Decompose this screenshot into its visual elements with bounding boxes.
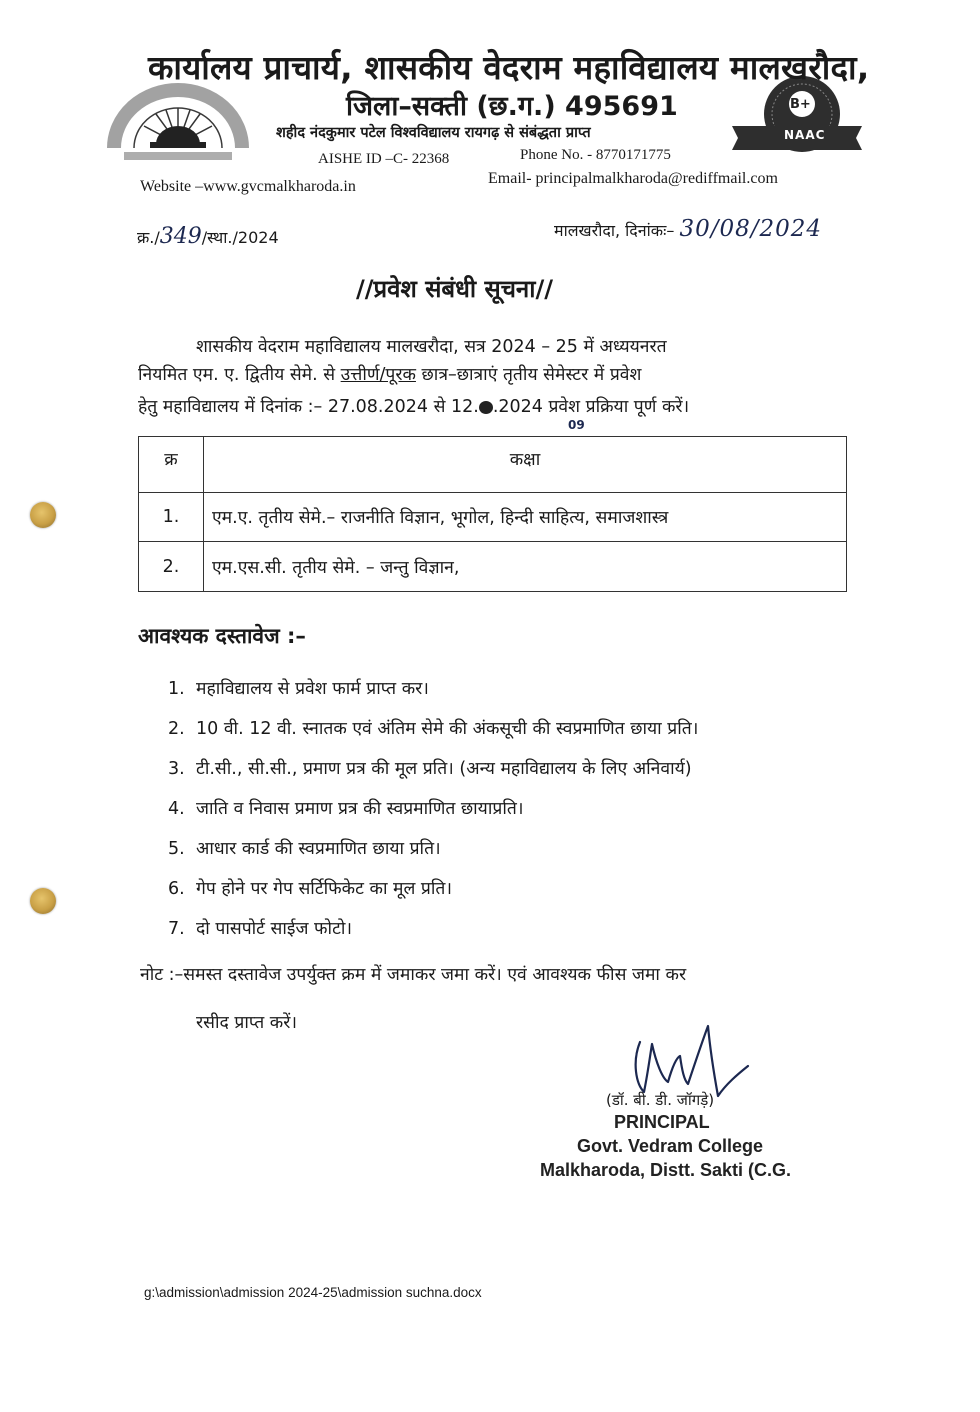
notice-line-3-end: .2024 प्रवेश प्रक्रिया पूर्ण करें। <box>492 397 690 417</box>
reference-prefix: क्र./ <box>137 228 160 247</box>
notice-line-2-start: नियमित एम. ए. द्वितीय सेमे. से <box>138 365 341 385</box>
naac-grade: B+ <box>790 97 811 112</box>
office-title: कार्यालय प्राचार्य, शासकीय वेदराम महाविद्यालय मालखरौदा, <box>148 48 870 87</box>
reference-suffix: /स्था./2024 <box>201 228 279 247</box>
place-date-label: मालखरौदा, दिनांकः– <box>554 221 675 240</box>
list-item <box>168 756 692 780</box>
table-header-serial: क्र <box>139 437 204 493</box>
list-item-number: 2. <box>168 719 185 739</box>
list-item-text: दो पासपोर्ट साईज फोटो। <box>196 919 353 939</box>
list-item-text: आधार कार्ड की स्वप्रमाणित छाया प्रति। <box>196 839 441 859</box>
notice-line-3 <box>138 394 689 418</box>
reference-number <box>137 224 279 249</box>
list-item-text: 10 वी. 12 वी. स्नातक एवं अंतिम सेमे की अंकसूची की स्वप्रमाणित छाया प्रति। <box>196 719 699 739</box>
list-item <box>168 796 523 820</box>
list-item-number: 4. <box>168 799 185 819</box>
list-item-number: 3. <box>168 759 185 779</box>
documents-heading: आवश्यक दस्तावेज :– <box>138 624 306 648</box>
list-item <box>168 676 429 700</box>
list-item-number: 6. <box>168 879 185 899</box>
handwritten-date: 30/08/2024 <box>679 216 823 242</box>
signatory-name: (डॉ. बी. डी. जॉगड़े) <box>606 1091 715 1109</box>
list-item <box>168 716 698 740</box>
table-cell-serial: 2. <box>139 542 204 592</box>
notice-line-1: शासकीय वेदराम महाविद्यालय मालखरौदा, सत्र 2024 – 25 में अध्ययनरत <box>196 337 667 357</box>
list-item-text: महाविद्यालय से प्रवेश फार्म प्राप्त कर। <box>196 679 429 699</box>
website-link[interactable]: Website –www.gvcmalkharoda.in <box>140 178 356 195</box>
table-header-class: कक्षा <box>204 437 847 493</box>
place-and-date <box>554 216 822 242</box>
notice-underlined-text: उत्तीर्ण/पूरक <box>340 365 416 385</box>
table-row <box>139 493 847 542</box>
table-cell-class: एम.एस.सी. तृतीय सेमे. – जन्तु विज्ञान, <box>204 542 847 592</box>
aishe-id: AISHE ID –C- 22368 <box>318 151 450 167</box>
naac-label: NAAC <box>784 128 826 142</box>
email-link[interactable]: Email- principalmalkharoda@rediffmail.com <box>488 170 778 187</box>
list-item-number: 7. <box>168 919 185 939</box>
list-item <box>168 916 352 940</box>
ink-blot-icon <box>479 401 493 414</box>
stamp-principal: PRINCIPAL <box>614 1112 710 1132</box>
punch-hole-icon <box>30 502 56 528</box>
table-cell-serial: 1. <box>139 493 204 542</box>
list-item <box>168 836 441 860</box>
table-row <box>139 542 847 592</box>
list-item <box>168 876 452 900</box>
class-table <box>138 436 847 592</box>
stamp-college: Govt. Vedram College <box>577 1136 764 1156</box>
punch-hole-icon <box>30 888 56 914</box>
notice-line-2-end: छात्र–छात्राएं तृतीय सेमेस्टर में प्रवेश <box>415 365 642 385</box>
list-item-text: टी.सी., सी.सी., प्रमाण प्रत्र की मूल प्रति। (अन्य महाविद्यालय के लिए अनिवार्य) <box>196 759 692 779</box>
list-item-text: गेप होने पर गेप सर्टिफिकेट का मूल प्रति। <box>196 879 453 899</box>
affiliation-line: शहीद नंदकुमार पटेल विश्वविद्यालय रायगढ़ से संबंद्धता प्राप्त <box>276 125 591 141</box>
notice-line-3-start: हेतु महाविद्यालय में दिनांक :– 27.08.2024 से 12. <box>138 397 479 417</box>
list-item-number: 1. <box>168 679 185 699</box>
list-item-number: 5. <box>168 839 185 859</box>
note-line-2: रसीद प्राप्त करें। <box>196 1013 298 1033</box>
stamp-address: Malkharoda, Distt. Sakti (C.G. <box>540 1160 792 1180</box>
notice-heading: //प्रवेश संबंधी सूचना// <box>356 275 553 303</box>
college-emblem-icon <box>104 78 252 164</box>
list-item-text: जाति व निवास प्रमाण प्रत्र की स्वप्रमाणित छायाप्रति। <box>196 799 524 819</box>
handwritten-correction: 09 <box>568 418 585 432</box>
district-line: जिला–सक्ती (छ.ग.) 495691 <box>346 91 678 122</box>
table-cell-class: एम.ए. तृतीय सेमे.– राजनीति विज्ञान, भूगोल, हिन्दी साहित्य, समाजशास्त्र <box>204 493 847 542</box>
notice-line-2 <box>138 362 641 386</box>
reference-handwritten-number: 349 <box>159 224 202 249</box>
table-header-row <box>139 437 847 493</box>
note-line-1: नोट :–समस्त दस्तावेज उपर्युक्त क्रम में जमाकर जमा करें। एवं आवश्यक फीस जमा कर <box>140 965 687 985</box>
phone-number: Phone No. - 8770171775 <box>520 147 671 163</box>
file-path: g:\admission\admission 2024-25\admission suchna.docx <box>144 1285 482 1300</box>
